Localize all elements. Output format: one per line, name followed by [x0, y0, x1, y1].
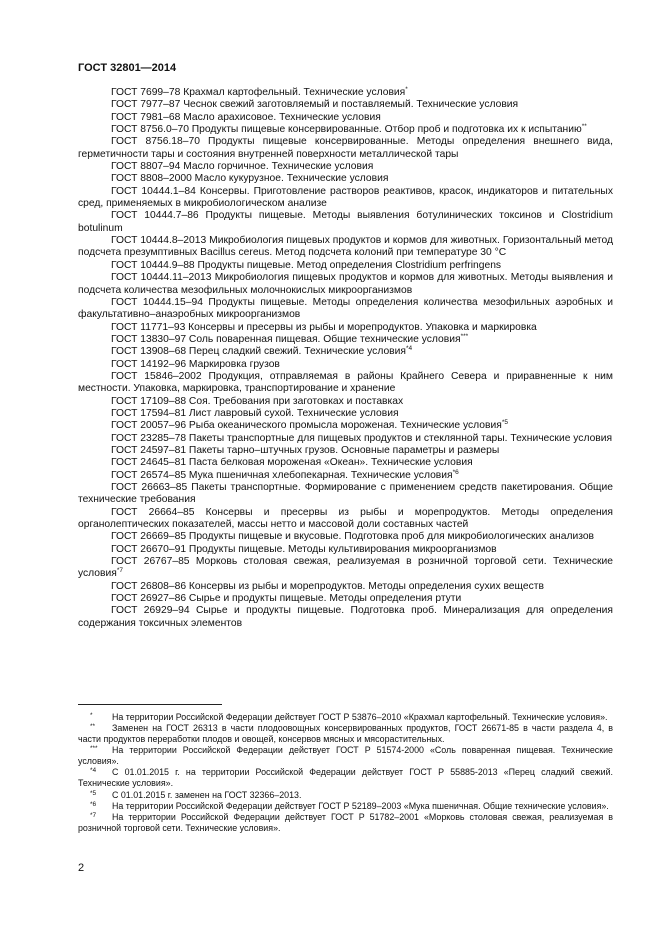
- reference-text: ГОСТ 26808–86 Консервы из рыбы и морепродуктов. Методы определения сухих веществ: [111, 580, 544, 592]
- reference-text: ГОСТ 26663–85 Пакеты транспортные. Формирование с применением средств пакетирования. Общие технические требования: [78, 482, 613, 506]
- reference-text: ГОСТ 8807–94 Масло горчичное. Технические условия: [111, 161, 374, 173]
- reference-item: [78, 531, 613, 543]
- reference-item: [78, 396, 613, 408]
- footnote-divider: [78, 704, 222, 705]
- reference-text: ГОСТ 24597–81 Пакеты тарно–штучных грузов. Основные параметры и размеры: [111, 444, 500, 456]
- reference-list: [78, 87, 613, 630]
- page-header: ГОСТ 32801—2014: [78, 62, 177, 74]
- footnote-marker: ***: [460, 332, 469, 340]
- reference-text: ГОСТ 10444.15–94 Продукты пищевые. Методы определения количества мезофильных аэробных и факультативно–анаэробных микроорганизмов: [78, 296, 613, 321]
- reference-text: ГОСТ 7699–78 Крахмал картофельный. Технические условия: [111, 87, 406, 98]
- footnote-marker: *5: [501, 419, 508, 427]
- reference-item: [78, 433, 613, 445]
- reference-item: [78, 173, 613, 185]
- footnote-text: На территории Российской Федерации действует ГОСТ Р 53876–2010 «Крахмал картофельный. Технические условия».: [112, 712, 608, 722]
- reference-item: [78, 556, 613, 581]
- reference-text: ГОСТ 10444.8–2013 Микробиология пищевых продуктов и кормов для животных. Горизонтальный метод подсчета презумптивных Bacillus cereus. Метод подсчета колоний при температуре 30 °С: [78, 235, 613, 259]
- reference-item: [78, 605, 613, 630]
- reference-item: [78, 136, 613, 161]
- footnote-marker: *: [405, 86, 408, 93]
- reference-text: ГОСТ 10444.9–88 Продукты пищевые. Метод определения Clostridium perfringens: [111, 259, 502, 271]
- reference-item: [78, 408, 613, 420]
- reference-item: [78, 346, 613, 358]
- reference-text: ГОСТ 26670–91 Продукты пищевые. Методы культивирования микроорганизмов: [111, 543, 497, 555]
- footnote-text: Заменен на ГОСТ 26313 в части плодоовощных консервированных продуктов, ГОСТ 26671-85 в части раздела 4, в части продуктов переработки плодов и овощей, консервов мясных и мясорастительных.: [78, 723, 613, 745]
- reference-item: [78, 99, 613, 111]
- page-number: 2: [78, 862, 85, 874]
- reference-text: ГОСТ 15846–2002 Продукция, отправляемая в районы Крайнего Севера и приравненные к ним местности. Упаковка, маркировка, транспортирование и хранение: [78, 370, 613, 395]
- footnote-marker: *6: [452, 468, 459, 476]
- reference-text: ГОСТ 8756.0–70 Продукты пищевые консервированные. Отбор проб и подготовка их к испытанию: [111, 124, 582, 136]
- reference-text: ГОСТ 10444.1–84 Консервы. Приготовление растворов реактивов, красок, индикаторов и питательных сред, применяемых в микробиологическом анализе: [78, 185, 613, 210]
- reference-text: ГОСТ 26574–85 Мука пшеничная хлебопекарная. Технические условия: [111, 469, 453, 481]
- reference-item: [78, 359, 613, 371]
- reference-text: ГОСТ 8808–2000 Масло кукурузное. Технические условия: [111, 173, 389, 185]
- footnote-text: На территории Российской Федерации действует ГОСТ Р 52189–2003 «Мука пшеничная. Общие технические условия».: [112, 800, 609, 811]
- reference-text: ГОСТ 26927–86 Сырье и продукты пищевые. Методы определения ртути: [111, 593, 462, 605]
- reference-item: [78, 210, 613, 235]
- reference-text: ГОСТ 17594–81 Лист лавровый сухой. Технические условия: [111, 407, 399, 419]
- reference-item: [78, 235, 613, 260]
- footnote-text: С 01.01.2015 г. заменен на ГОСТ 32366–2013.: [112, 789, 302, 800]
- reference-text: ГОСТ 10444.11–2013 Микробиология пищевых продуктов и кормов для животных. Методы выявления и подсчета количества мезофильных молочнокислых микроорганизмов: [78, 272, 613, 296]
- footnote-item: *7 На территории Российской Федерации действует ГОСТ Р 51782–2001 «Морковь столовая свежая, реализуемая в розничной торговой сети. Технические условия».: [78, 811, 613, 833]
- footnote-marker: **: [581, 123, 587, 131]
- reference-text: ГОСТ 26664–85 Консервы и пресервы из рыбы и морепродуктов. Методы определения органолептических показателей, массы нетто и массовой доли составных частей: [78, 506, 613, 531]
- reference-item: [78, 371, 613, 396]
- reference-text: ГОСТ 26929–94 Сырье и продукты пищевые. Подготовка проб. Минерализация для определения содержания токсичных элементов: [78, 605, 613, 629]
- reference-text: ГОСТ 7981–68 Масло арахисовое. Технические условия: [111, 111, 381, 123]
- reference-item: [78, 470, 613, 482]
- reference-text: ГОСТ 13830–97 Соль поваренная пищевая. Общие технические условия: [111, 333, 461, 345]
- footnote-item: *5 С 01.01.2015 г. заменен на ГОСТ 32366–2013.: [90, 789, 302, 800]
- footnote-list: [78, 712, 613, 834]
- reference-text: ГОСТ 20057–96 Рыба океанического промысла мороженая. Технические условия: [111, 420, 502, 432]
- footnote-item: *4 С 01.01.2015 г. на территории Российской Федерации действует ГОСТ Р 55885-2013 «Перец сладкий свежий. Технические условия».: [78, 767, 613, 789]
- reference-item: [78, 445, 613, 457]
- reference-item: [78, 272, 613, 297]
- reference-text: ГОСТ 14192–96 Маркировка грузов: [111, 358, 280, 370]
- footnote-item: *6 На территории Российской Федерации действует ГОСТ Р 52189–2003 «Мука пшеничная. Общие технические условия».: [90, 800, 609, 811]
- reference-text: ГОСТ 26669–85 Продукты пищевые и вкусовые. Подготовка проб для микробиологических анализов: [111, 531, 595, 543]
- reference-item: [78, 186, 613, 211]
- reference-text: ГОСТ 13908–68 Перец сладкий свежий. Технические условия: [111, 346, 406, 358]
- reference-text: ГОСТ 24645–81 Паста белковая мороженая «Океан». Технические условия: [111, 457, 473, 469]
- footnote-text: На территории Российской Федерации действует ГОСТ Р 51782–2001 «Морковь столовая свежая, реализуемая в розничной торговой сети. Технические условия».: [78, 811, 613, 833]
- footnote-marker: *7: [116, 567, 123, 575]
- reference-text: ГОСТ 23285–78 Пакеты транспортные для пищевых продуктов и стеклянной тары. Технические условия: [111, 432, 613, 444]
- reference-item: [78, 334, 613, 346]
- reference-text: ГОСТ 10444.7–86 Продукты пищевые. Методы выявления ботулинических токсинов и Clostridium botulinum: [78, 210, 613, 234]
- reference-text: ГОСТ 8756.18–70 Продукты пищевые консервированные. Методы определения внешнего вида, герметичности тары и состояния внутренней поверхности металлической тары: [78, 136, 613, 160]
- footnote-text: С 01.01.2015 г. на территории Российской Федерации действует ГОСТ Р 55885-2013 «Перец сладкий свежий. Технические условия».: [78, 767, 613, 789]
- reference-item: [78, 87, 613, 99]
- reference-item: [78, 544, 613, 556]
- reference-item: [78, 507, 613, 532]
- footnote-item: * На территории Российской Федерации действует ГОСТ Р 53876–2010 «Крахмал картофельный. Технические условия».: [90, 712, 608, 722]
- reference-item: [78, 322, 613, 334]
- reference-item: [78, 420, 613, 432]
- reference-text: ГОСТ 11771–93 Консервы и пресервы из рыбы и морепродуктов. Упаковка и маркировка: [111, 321, 537, 333]
- footnote-item: ** Заменен на ГОСТ 26313 в части плодоовощных консервированных продуктов, ГОСТ 26671-85 в части раздела 4, в части продуктов переработки плодов и овощей, консервов мясных и мясорастительных.: [78, 723, 613, 745]
- reference-text: ГОСТ 17109–88 Соя. Требования при заготовках и поставках: [111, 395, 404, 407]
- reference-item: [78, 593, 613, 605]
- reference-text: ГОСТ 7977–87 Чеснок свежий заготовляемый и поставляемый. Технические условия: [111, 99, 519, 111]
- reference-text: ГОСТ 26767–85 Морковь столовая свежая, реализуемая в розничной торговой сети. Технические условия: [78, 556, 613, 580]
- reference-item: [78, 161, 613, 173]
- reference-item: [78, 482, 613, 507]
- footnote-text: На территории Российской Федерации действует ГОСТ Р 51574-2000 «Соль поваренная пищевая. Технические условия».: [78, 745, 613, 767]
- reference-item: [78, 457, 613, 469]
- reference-item: [78, 260, 613, 272]
- reference-item: [78, 124, 613, 136]
- reference-item: [78, 297, 613, 322]
- reference-item: [78, 581, 613, 593]
- footnote-item: *** На территории Российской Федерации действует ГОСТ Р 51574-2000 «Соль поваренная пищевая. Технические условия».: [78, 745, 613, 767]
- reference-item: [78, 112, 613, 124]
- footnote-marker: *4: [405, 345, 413, 353]
